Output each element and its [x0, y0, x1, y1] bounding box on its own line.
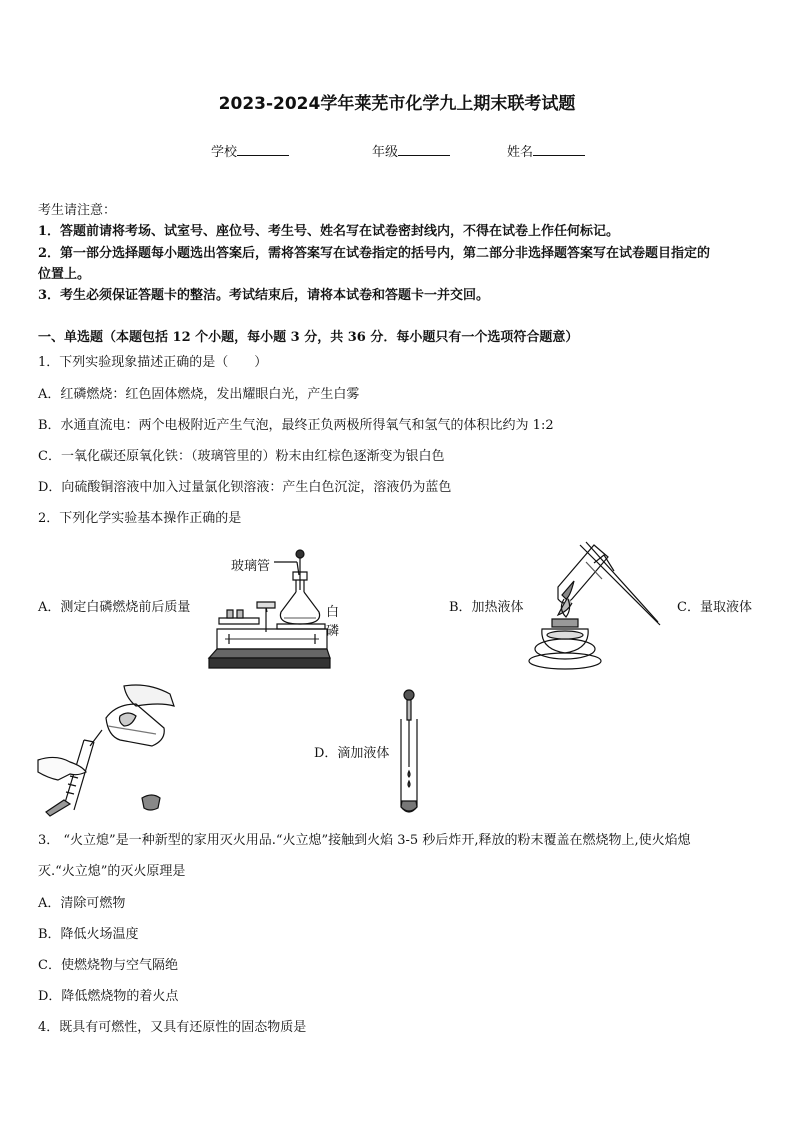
q2-option-d[interactable]: D．滴加液体 — [314, 746, 390, 761]
q4-stem: 4．既具有可燃性，又具有还原性的固态物质是 — [38, 1020, 307, 1035]
notice-item-2-cont: 位置上。 — [38, 267, 91, 282]
q2-option-b[interactable]: B．加热液体 — [449, 600, 524, 615]
q2-option-a[interactable]: A．测定白磷燃烧前后质量 — [38, 600, 191, 615]
q1-option-a[interactable]: A．红磷燃烧：红色固体燃烧，发出耀眼白光，产生白雾 — [38, 387, 360, 402]
q3-stem-line2: 灭.“火立熄”的灭火原理是 — [38, 864, 186, 879]
school-blank[interactable] — [237, 143, 289, 156]
name-blank[interactable] — [533, 143, 585, 156]
q3-stem-line1: 3． “火立熄”是一种新型的家用灭火用品.“火立熄”接触到火焰 3-5 秒后炸开,释放的粉末覆盖在燃烧物上,使火焰熄 — [38, 833, 691, 848]
section-heading: 一、单选题（本题包括 12 个小题，每小题 3 分，共 36 分．每小题只有一个选项符合题意） — [38, 330, 579, 345]
school-label: 学校 — [211, 145, 238, 160]
notice-item-1: 1．答题前请将考场、试室号、座位号、考生号、姓名写在试卷密封线内，不得在试卷上作任何标记。 — [38, 224, 620, 239]
dropping-liquid-figure — [396, 689, 422, 817]
measuring-liquid-figure — [36, 682, 176, 822]
grade-blank[interactable] — [398, 143, 450, 156]
q2-option-c[interactable]: C．量取液体 — [677, 600, 752, 615]
q2-stem: 2．下列化学实验基本操作正确的是 — [38, 511, 242, 526]
name-field[interactable] — [507, 141, 585, 160]
school-field[interactable] — [211, 141, 289, 160]
q3-option-b[interactable]: B．降低火场温度 — [38, 927, 139, 942]
notice-heading: 考生请注意： — [38, 203, 117, 218]
glass-tube-label: 玻璃管 — [231, 559, 271, 574]
name-label: 姓名 — [507, 145, 534, 160]
page-title: 2023-2024学年莱芜市化学九上期末联考试题 — [218, 94, 576, 114]
notice-item-2: 2．第一部分选择题每小题选出答案后，需将答案写在试卷指定的括号内，第二部分非选择题答案写在试卷题目指定的 — [38, 246, 711, 261]
white-label: 白 — [326, 605, 340, 620]
q1-option-d[interactable]: D．向硫酸铜溶液中加入过量氯化钡溶液：产生白色沉淀，溶液仍为蓝色 — [38, 480, 452, 495]
q3-option-a[interactable]: A．清除可燃物 — [38, 896, 126, 911]
q3-option-c[interactable]: C．使燃烧物与空气隔绝 — [38, 958, 178, 973]
q1-option-c[interactable]: C．一氧化碳还原氧化铁：（玻璃管里的）粉末由红棕色逐渐变为银白色 — [38, 449, 445, 464]
phosphorus-label: 磷 — [326, 624, 340, 639]
grade-label: 年级 — [372, 145, 399, 160]
q1-option-b[interactable]: B．水通直流电：两个电极附近产生气泡，最终正负两极所得氧气和氢气的体积比约为 1:2 — [38, 418, 554, 433]
heating-liquid-figure — [528, 537, 663, 675]
q1-stem: 1．下列实验现象描述正确的是（ ） — [38, 355, 268, 370]
grade-field[interactable] — [372, 141, 450, 160]
notice-item-3: 3．考生必须保证答题卡的整洁。考试结束后，请将本试卷和答题卡一并交回。 — [38, 288, 490, 303]
balance-apparatus-figure — [205, 540, 330, 675]
q3-option-d[interactable]: D．降低燃烧物的着火点 — [38, 989, 179, 1004]
